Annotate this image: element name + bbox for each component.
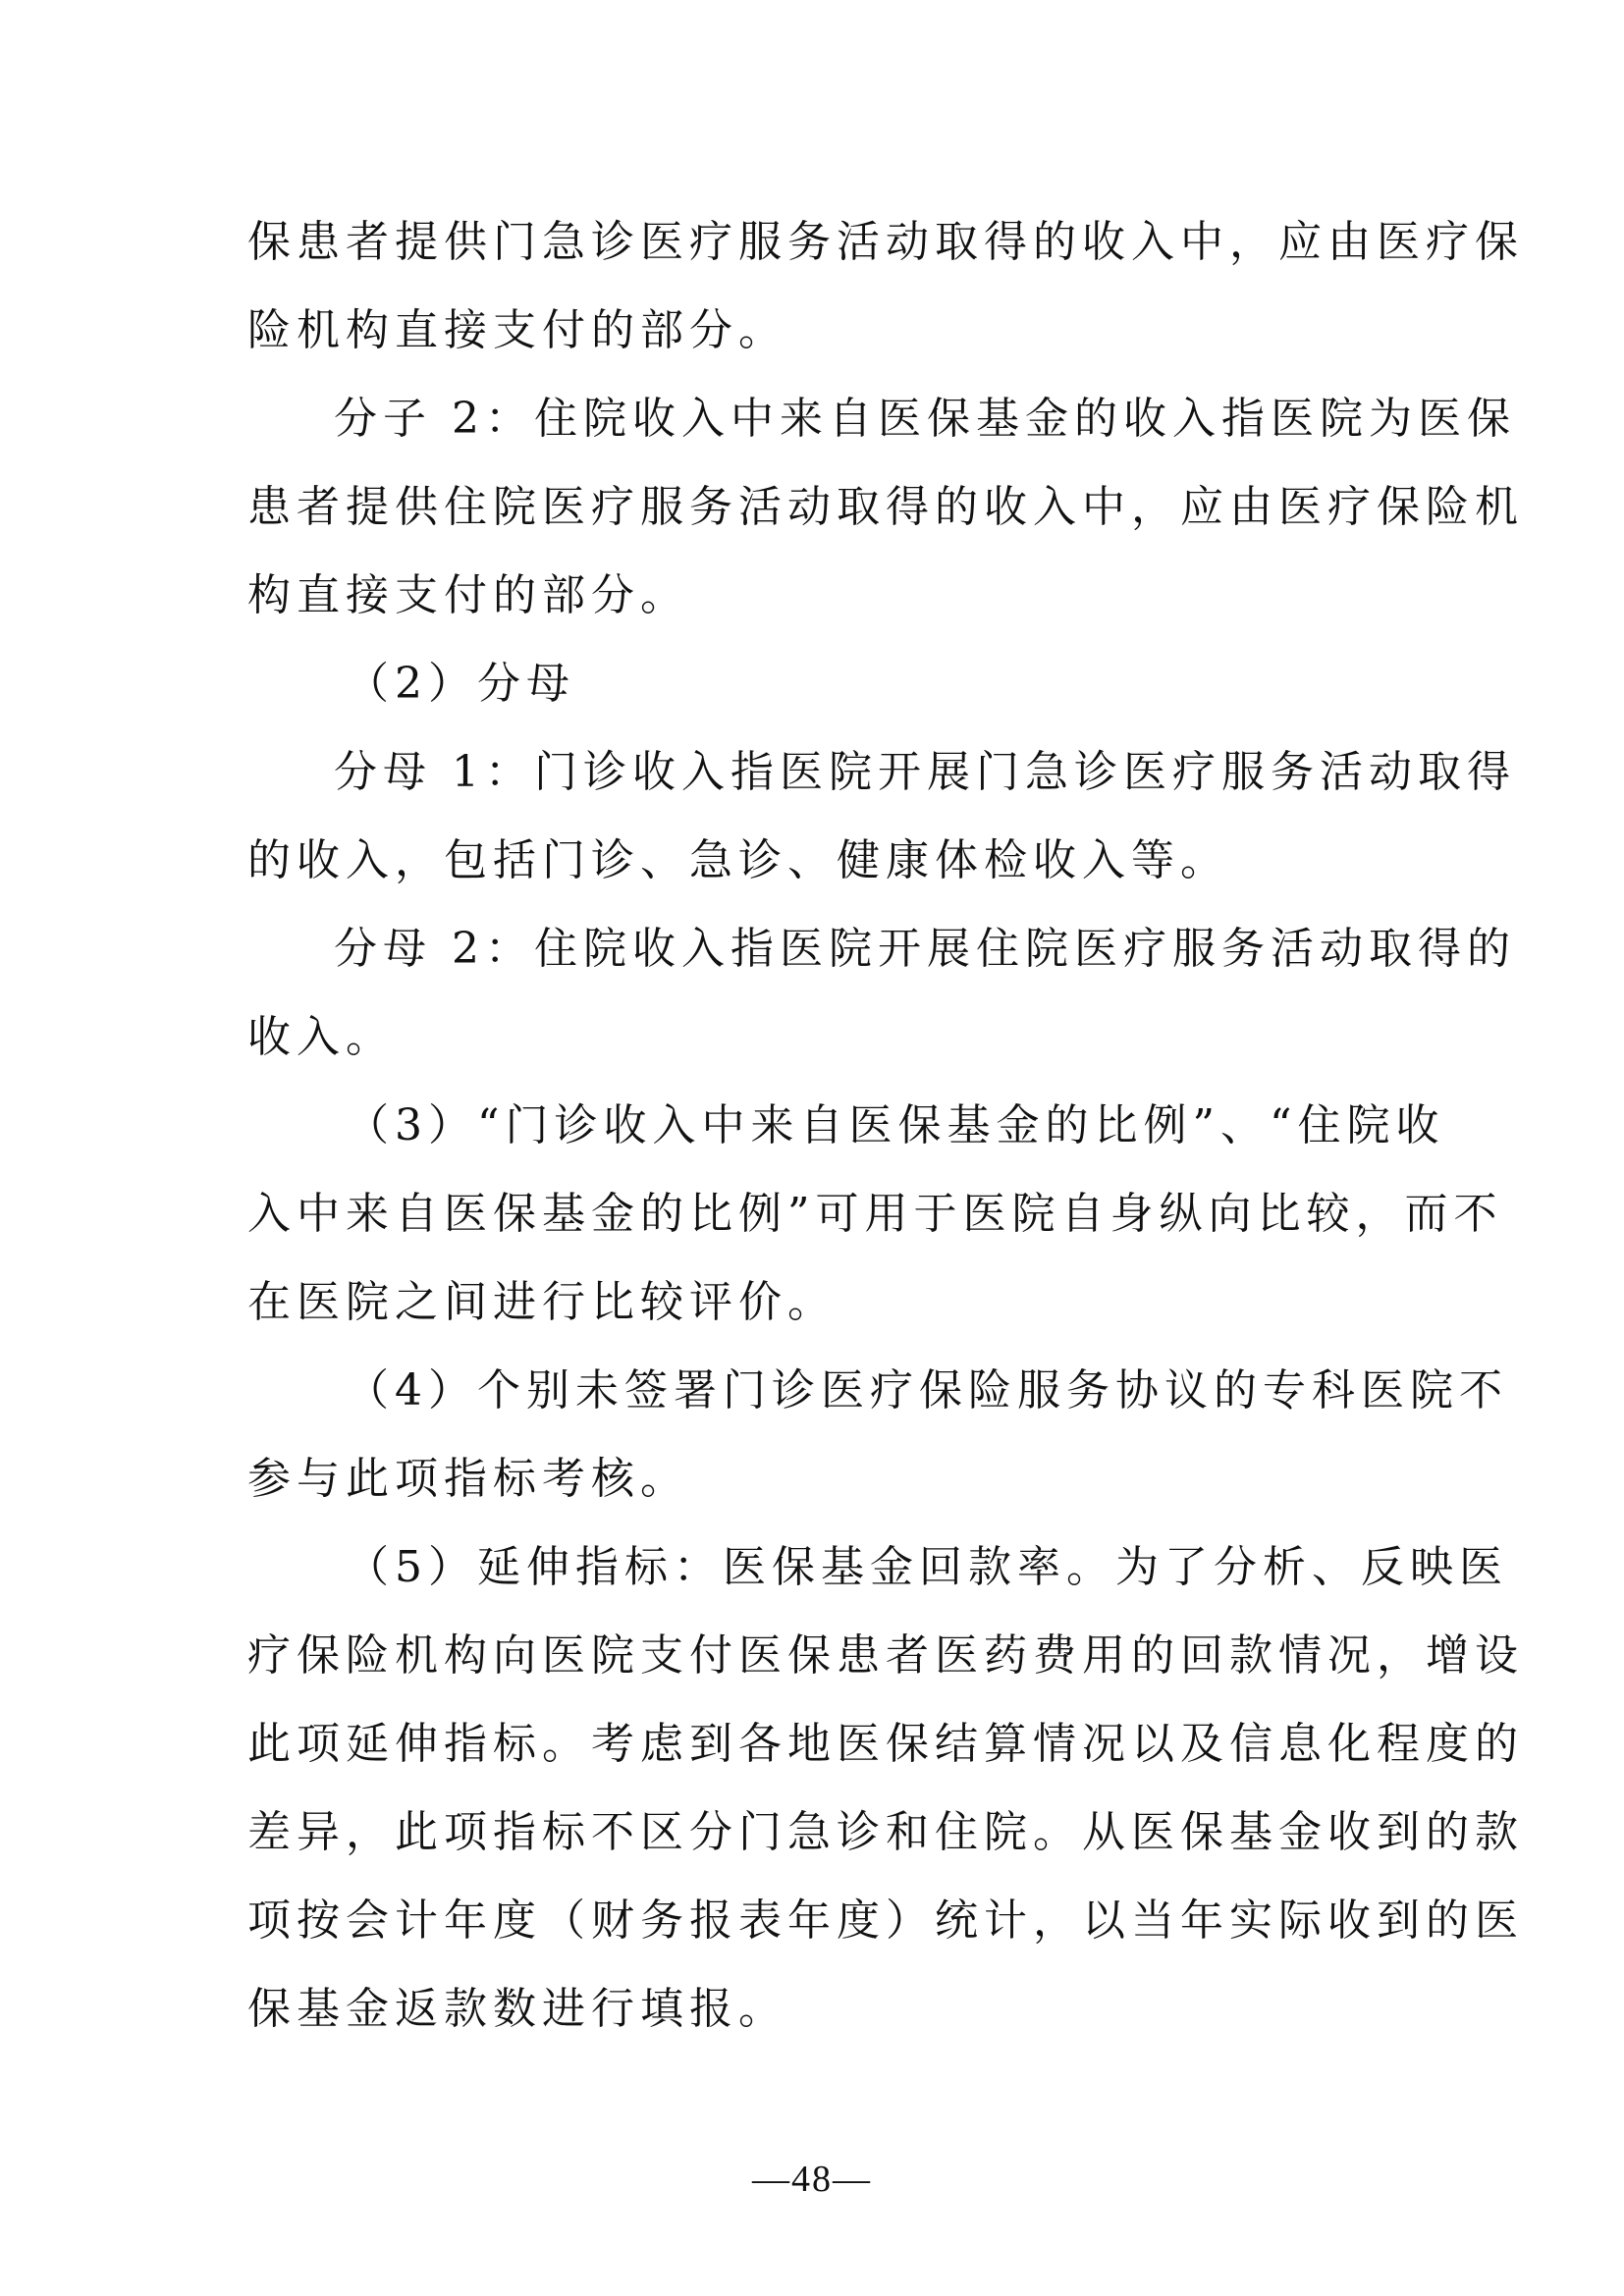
paragraph-denominator-2: 分母 2：住院收入指医院开展住院医疗服务活动取得的 bbox=[334, 924, 1516, 974]
section-heading-denominator: （2）分母 bbox=[346, 659, 575, 709]
text-line: 项按会计年度（财务报表年度）统计，以当年实际收到的医 bbox=[247, 1896, 1524, 1946]
text-line: 参与此项指标考核。 bbox=[247, 1454, 689, 1504]
text-line: 的收入，包括门诊、急诊、健康体检收入等。 bbox=[247, 835, 1229, 885]
paragraph-item-5: （5）延伸指标：医保基金回款率。为了分析、反映医 bbox=[346, 1542, 1508, 1592]
paragraph-item-3: （3）“门诊收入中来自医保基金的比例”、“住院收 bbox=[346, 1100, 1445, 1150]
text-line: 差异，此项指标不区分门急诊和住院。从医保基金收到的款 bbox=[247, 1807, 1524, 1857]
text-line: 在医院之间进行比较评价。 bbox=[247, 1277, 837, 1327]
text-line: 险机构直接支付的部分。 bbox=[247, 305, 787, 355]
page-number: —48— bbox=[752, 2159, 872, 2200]
text-line: 患者提供住院医疗服务活动取得的收入中，应由医疗保险机 bbox=[247, 482, 1524, 532]
paragraph-item-4: （4）个别未签署门诊医疗保险服务协议的专科医院不 bbox=[346, 1365, 1508, 1415]
body-text bbox=[247, 198, 1524, 2054]
text-line: 此项延伸指标。考虑到各地医保结算情况以及信息化程度的 bbox=[247, 1719, 1524, 1769]
paragraph-denominator-1: 分母 1：门诊收入指医院开展门急诊医疗服务活动取得 bbox=[334, 747, 1516, 797]
text-line: 入中来自医保基金的比例”可用于医院自身纵向比较，而不 bbox=[247, 1189, 1503, 1239]
paragraph-numerator-2: 分子 2：住院收入中来自医保基金的收入指医院为医保 bbox=[334, 394, 1516, 444]
text-line: 构直接支付的部分。 bbox=[247, 570, 689, 620]
text-line: 收入。 bbox=[247, 1012, 395, 1062]
text-line: 保基金返款数进行填报。 bbox=[247, 1984, 787, 2034]
text-line: 保患者提供门急诊医疗服务活动取得的收入中，应由医疗保 bbox=[247, 217, 1524, 267]
text-line: 疗保险机构向医院支付医保患者医药费用的回款情况，增设 bbox=[247, 1630, 1524, 1681]
